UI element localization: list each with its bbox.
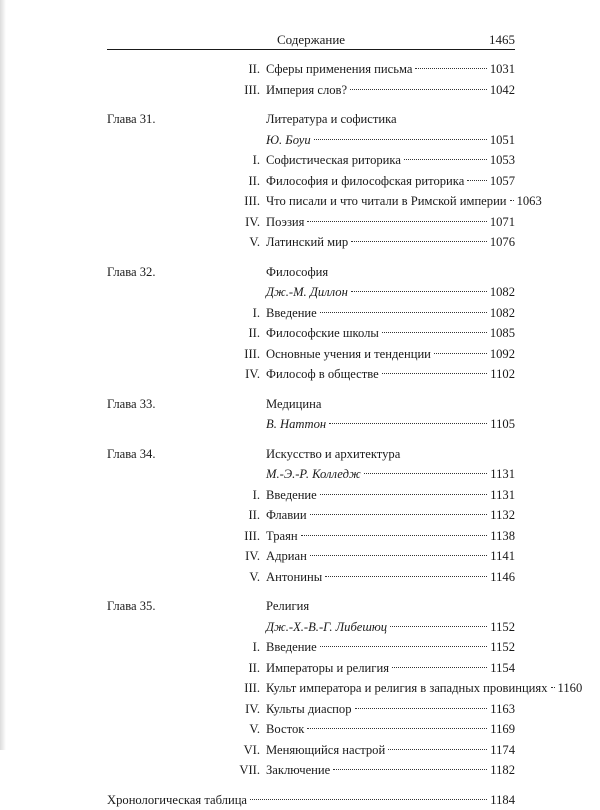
leader-dots <box>382 332 487 333</box>
page-ref: 1102 <box>490 364 515 384</box>
page-ref: 1174 <box>490 740 515 760</box>
page-number: 1465 <box>489 33 515 47</box>
toc-chapter-heading <box>107 444 515 465</box>
chapter-title: Искусство и архитектура <box>266 444 400 464</box>
page-ref: 1082 <box>490 303 515 323</box>
chapter-author: Ю. Боуи <box>266 130 311 150</box>
section-title: Введение <box>266 485 317 505</box>
leader-dots <box>333 769 487 770</box>
page-ref: 1152 <box>490 637 515 657</box>
section-title: Императоры и религия <box>266 658 389 678</box>
toc-chapter-heading <box>107 596 515 617</box>
leader-dots <box>350 89 487 90</box>
page-ref: 1132 <box>490 505 515 525</box>
page-ref: 1053 <box>490 150 515 170</box>
section-title: Восток <box>266 719 304 739</box>
page-ref: 1063 <box>517 191 542 211</box>
toc-entry <box>107 150 515 171</box>
section-number: V. <box>249 719 260 739</box>
section-gap <box>107 253 515 262</box>
chapter-title: Философия <box>266 262 328 282</box>
chapter-title: Медицина <box>266 394 321 414</box>
toc-author-line <box>107 414 515 435</box>
leader-dots <box>351 241 487 242</box>
leader-dots <box>307 728 487 729</box>
section-number: III. <box>244 678 260 698</box>
toc-entry <box>107 719 515 740</box>
page-spine-shadow <box>0 0 6 750</box>
leader-dots <box>307 221 486 222</box>
section-number: V. <box>249 567 260 587</box>
toc-entry <box>107 505 515 526</box>
leader-dots <box>320 312 487 313</box>
chapter-label: Глава 31. <box>107 109 155 129</box>
toc-entry <box>107 546 515 567</box>
chapter-label: Глава 32. <box>107 262 155 282</box>
chapter-label: Глава 34. <box>107 444 155 464</box>
running-header <box>107 33 515 50</box>
page-ref: 1092 <box>490 344 515 364</box>
toc-entry <box>107 212 515 233</box>
page-ref: 1085 <box>490 323 515 343</box>
page-ref: 1082 <box>490 282 515 302</box>
page-ref: 1152 <box>490 617 515 637</box>
page-ref: 1042 <box>490 80 515 100</box>
page-ref: 1163 <box>490 699 515 719</box>
page-ref: 1138 <box>490 526 515 546</box>
section-title: Философ в обществе <box>266 364 379 384</box>
toc-chapter-heading <box>107 262 515 283</box>
section-number: II. <box>248 59 260 79</box>
leader-dots <box>404 159 487 160</box>
toc-author-line <box>107 464 515 485</box>
section-number: III. <box>244 191 260 211</box>
section-number: IV. <box>245 546 260 566</box>
section-title: Заключение <box>266 760 330 780</box>
section-number: IV. <box>245 699 260 719</box>
toc-entry <box>107 59 515 80</box>
section-number: II. <box>248 505 260 525</box>
page-ref: 1160 <box>558 678 583 698</box>
chapter-author: Дж.-М. Диллон <box>266 282 348 302</box>
leader-dots <box>388 749 487 750</box>
leader-dots <box>301 535 488 536</box>
toc-author-line <box>107 282 515 303</box>
leader-dots <box>250 799 487 800</box>
section-title: Введение <box>266 637 317 657</box>
toc-entry <box>107 364 515 385</box>
chapter-title: Религия <box>266 596 309 616</box>
appendix-title: Хронологическая таблица <box>107 790 247 810</box>
section-title: Философские школы <box>266 323 379 343</box>
leader-dots <box>351 291 487 292</box>
section-number: I. <box>253 150 260 170</box>
section-gap <box>107 100 515 109</box>
section-title: Меняющийся настрой <box>266 740 385 760</box>
section-title: Латинский мир <box>266 232 348 252</box>
section-title: Что писали и что читали в Римской империи <box>266 191 507 211</box>
toc-author-line <box>107 130 515 151</box>
toc-author-line <box>107 617 515 638</box>
page-ref: 1182 <box>490 760 515 780</box>
toc-entry <box>107 678 515 699</box>
section-gap <box>107 587 515 596</box>
section-title: Адриан <box>266 546 307 566</box>
chapter-label: Глава 33. <box>107 394 155 414</box>
toc-entry <box>107 191 515 212</box>
leader-dots <box>551 687 555 688</box>
section-gap <box>107 435 515 444</box>
section-number: II. <box>248 658 260 678</box>
section-title: Культы диаспор <box>266 699 352 719</box>
section-title: Флавии <box>266 505 307 525</box>
chapter-author: В. Наттон <box>266 414 326 434</box>
toc-entry <box>107 171 515 192</box>
page-ref: 1057 <box>490 171 515 191</box>
section-title: Империя слов? <box>266 80 347 100</box>
leader-dots <box>390 626 487 627</box>
leader-dots <box>467 180 486 181</box>
chapter-title: Литература и софистика <box>266 109 397 129</box>
page-ref: 1131 <box>490 485 515 505</box>
chapter-label: Глава 35. <box>107 596 155 616</box>
section-number: V. <box>249 232 260 252</box>
table-of-contents <box>107 59 515 810</box>
page-ref: 1141 <box>490 546 515 566</box>
toc-entry <box>107 344 515 365</box>
toc-entry <box>107 80 515 101</box>
section-title: Основные учения и тенденции <box>266 344 431 364</box>
leader-dots <box>310 514 488 515</box>
leader-dots <box>320 494 488 495</box>
leader-dots <box>314 139 487 140</box>
section-number: III. <box>244 80 260 100</box>
section-number: II. <box>248 323 260 343</box>
toc-entry <box>107 526 515 547</box>
page-ref: 1051 <box>490 130 515 150</box>
page-ref: 1169 <box>490 719 515 739</box>
leader-dots <box>364 473 488 474</box>
toc-entry <box>107 232 515 253</box>
page-ref: 1031 <box>490 59 515 79</box>
section-title: Введение <box>266 303 317 323</box>
section-number: I. <box>253 637 260 657</box>
leader-dots <box>310 555 487 556</box>
section-number: III. <box>244 526 260 546</box>
leader-dots <box>320 646 488 647</box>
page-ref: 1105 <box>490 414 515 434</box>
section-title: Траян <box>266 526 298 546</box>
leader-dots <box>325 576 487 577</box>
toc-entry <box>107 567 515 588</box>
section-number: III. <box>244 344 260 364</box>
toc-entry <box>107 323 515 344</box>
leader-dots <box>392 667 487 668</box>
section-gap <box>107 781 515 790</box>
toc-entry <box>107 658 515 679</box>
page-ref: 1131 <box>490 464 515 484</box>
section-title: Философия и философская риторика <box>266 171 464 191</box>
page-ref: 1184 <box>490 790 515 810</box>
section-title: Культ императора и религия в западных провинциях <box>266 678 548 698</box>
section-number: IV. <box>245 364 260 384</box>
running-title: Содержание <box>107 33 515 47</box>
section-title: Антонины <box>266 567 322 587</box>
leader-dots <box>510 200 514 201</box>
page-ref: 1154 <box>490 658 515 678</box>
leader-dots <box>382 373 488 374</box>
section-title: Сферы применения письма <box>266 59 412 79</box>
leader-dots <box>329 423 487 424</box>
section-number: I. <box>253 303 260 323</box>
toc-appendix-entry <box>107 790 515 810</box>
chapter-author: М.-Э.-Р. Колледж <box>266 464 361 484</box>
toc-entry <box>107 303 515 324</box>
leader-dots <box>415 68 486 69</box>
section-number: II. <box>248 171 260 191</box>
leader-dots <box>434 353 487 354</box>
section-title: Софистическая риторика <box>266 150 401 170</box>
toc-entry <box>107 760 515 781</box>
toc-entry <box>107 637 515 658</box>
section-title: Поэзия <box>266 212 304 232</box>
toc-entry <box>107 485 515 506</box>
section-number: IV. <box>245 212 260 232</box>
page-ref: 1076 <box>490 232 515 252</box>
toc-chapter-heading <box>107 109 515 130</box>
toc-chapter-heading <box>107 394 515 415</box>
page-ref: 1071 <box>490 212 515 232</box>
section-number: VII. <box>239 760 260 780</box>
page-ref: 1146 <box>490 567 515 587</box>
section-number: VI. <box>244 740 260 760</box>
leader-dots <box>355 708 488 709</box>
section-number: I. <box>253 485 260 505</box>
chapter-author: Дж.-Х.-В.-Г. Либешюц <box>266 617 387 637</box>
section-gap <box>107 385 515 394</box>
toc-entry <box>107 699 515 720</box>
